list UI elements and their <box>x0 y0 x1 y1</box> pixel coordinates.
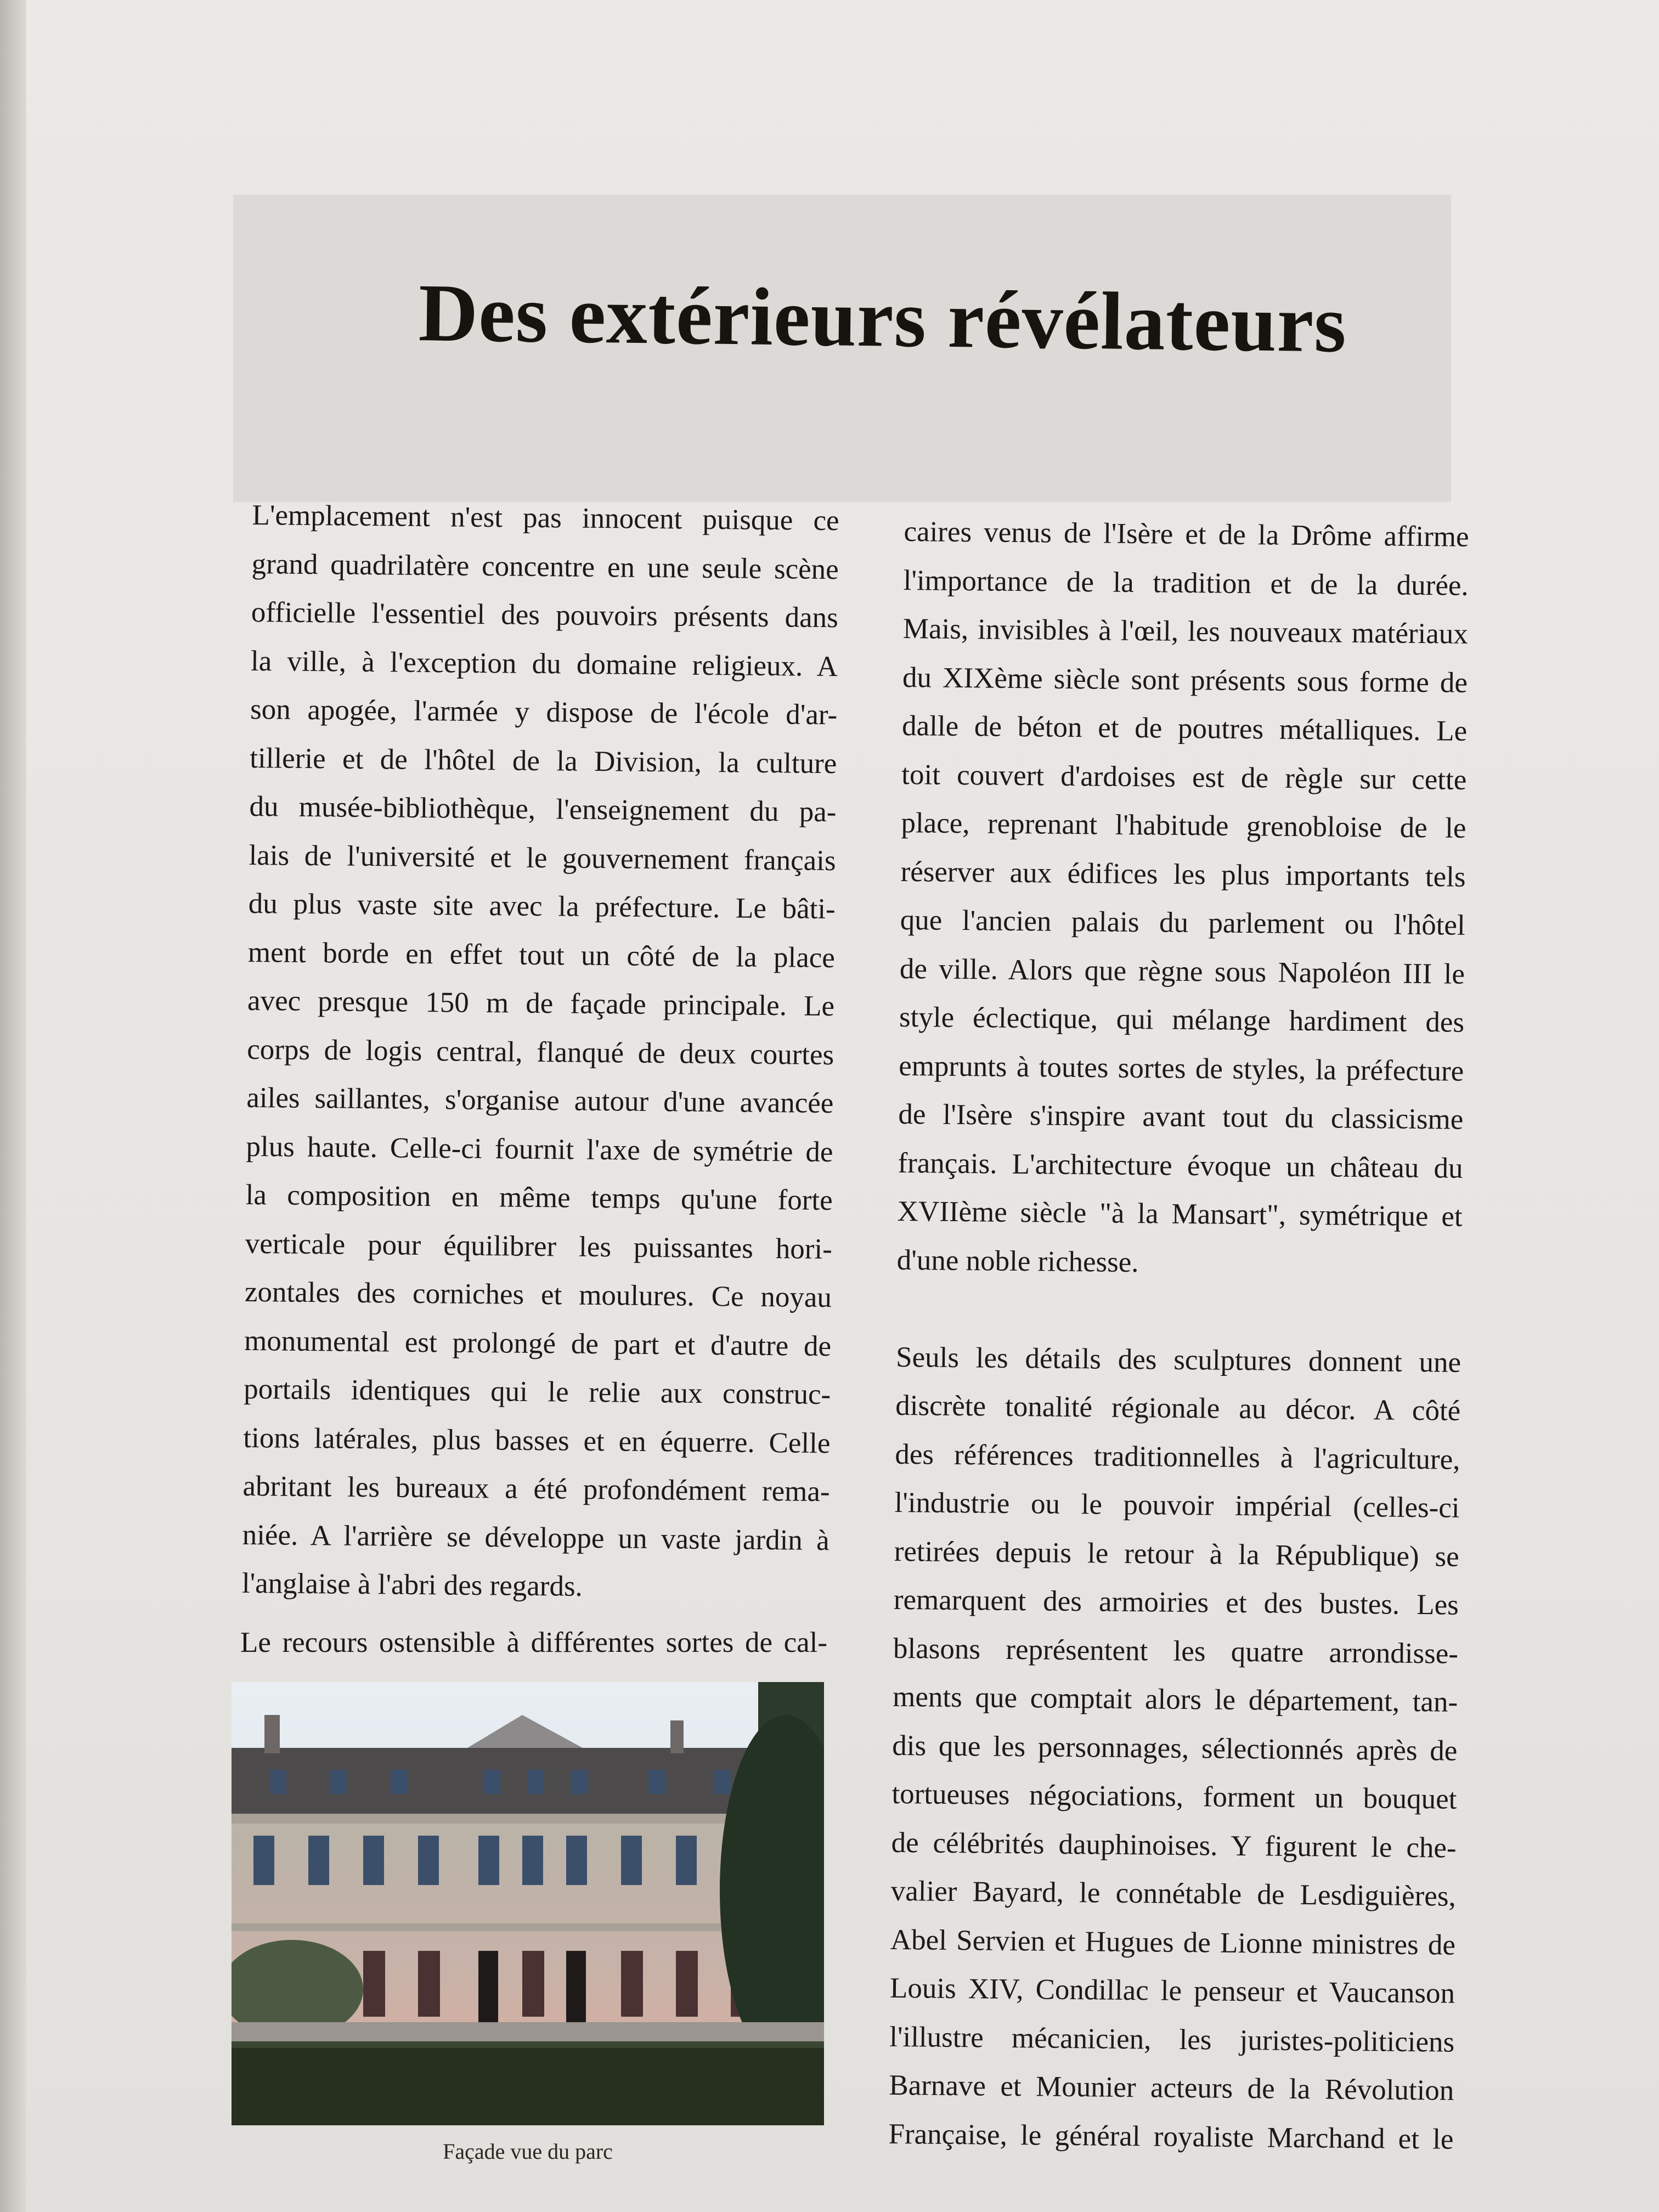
text-line: de célébrités dauphinoises. Y figurent le che- <box>891 1826 1457 1864</box>
text-line: Barnave et Mounier acteurs de la Révolution <box>889 2069 1454 2107</box>
text-line: français. L'architecture évoque un château du <box>898 1147 1463 1184</box>
text-line: Louis XIV, Condillac le penseur et Vaucanson <box>889 1972 1455 2010</box>
text-line: style éclectique, qui mélange hardiment des <box>899 1001 1465 1039</box>
text-line: XVIIème siècle "à la Mansart", symétrique et <box>897 1195 1463 1233</box>
text-line: portails identiques qui le relie aux construc- <box>244 1373 831 1411</box>
text-line: emprunts à toutes sortes de styles, la préfecture <box>898 1049 1464 1087</box>
text-line: toit couvert d'ardoises est de règle sur cette <box>901 758 1467 796</box>
text-column-left-tail <box>240 1618 827 1667</box>
text-line: Française, le général royaliste Marchand et le <box>888 2118 1454 2155</box>
text-line: monumental est prolongé de part et d'autre de <box>244 1324 832 1362</box>
text-column-right <box>888 507 1469 2164</box>
text-line: que l'ancien palais du parlement ou l'hôtel <box>900 904 1466 941</box>
text-line: Abel Servien et Hugues de Lionne ministres de <box>890 1923 1456 1961</box>
text-column-left <box>241 491 839 1613</box>
text-line: ments que comptait alors le département, tan- <box>892 1680 1458 1718</box>
facade-photo <box>232 1682 824 2125</box>
text-line: valier Bayard, le connétable de Lesdiguières, <box>890 1875 1457 1912</box>
text-line: tillerie et de l'hôtel de la Division, la culture <box>250 742 837 780</box>
text-line: Le recours ostensible à différentes sortes de cal- <box>240 1627 827 1658</box>
text-line: place, reprenant l'habitude grenobloise de le <box>901 806 1466 844</box>
text-line: remarquent des armoiries et des bustes. Les <box>893 1583 1459 1621</box>
text-line: Mais, invisibles à l'œil, les nouveaux matériaux <box>902 612 1469 650</box>
text-line: Seuls les détails des sculptures donnent une <box>895 1341 1462 1379</box>
text-line: l'importance de la tradition et de la durée. <box>903 564 1469 602</box>
text-line: L'emplacement n'est pas innocent puisque ce <box>252 499 839 537</box>
text-line: grand quadrilatère concentre en une seule scène <box>251 548 839 585</box>
text-line: du XIXème siècle sont présents sous forme de <box>902 661 1468 699</box>
text-line: officielle l'essentiel des pouvoirs présents dans <box>251 596 839 634</box>
text-line: son apogée, l'armée y dispose de l'école d'ar- <box>250 693 838 731</box>
photo-caption: Façade vue du parc <box>443 2139 613 2164</box>
text-line: lais de l'université et le gouvernement français <box>249 839 836 877</box>
text-line: du musée-bibliothèque, l'enseignement du pa- <box>249 790 837 828</box>
text-line: l'industrie ou le pouvoir impérial (celles-ci <box>894 1486 1460 1524</box>
text-line: dis que les personnages, sélectionnés après de <box>892 1729 1458 1767</box>
text-line: corps de logis central, flanqué de deux courtes <box>246 1033 834 1071</box>
text-line: dalle de béton et de poutres métalliques. Le <box>901 709 1468 747</box>
text-line: d'une noble richesse. <box>896 1244 1139 1278</box>
text-line: réserver aux édifices les plus importants tels <box>900 855 1466 893</box>
text-line: zontales des corniches et moulures. Ce noyau <box>244 1276 832 1314</box>
text-line: plus haute. Celle-ci fournit l'axe de symétrie de <box>246 1130 833 1168</box>
page-title: Des extérieurs révélateurs <box>417 267 1347 370</box>
text-line: tions latérales, plus basses et en équerre. Celle <box>243 1421 831 1459</box>
text-line: de l'Isère s'inspire avant tout du classicisme <box>898 1098 1464 1136</box>
text-line: niée. A l'arrière se développe un vaste jardin à <box>242 1519 830 1556</box>
page-edge <box>0 0 26 2212</box>
text-line: du plus vaste site avec la préfecture. Le bâti- <box>248 887 836 926</box>
text-line: des références traditionnelles à l'agriculture, <box>895 1438 1460 1476</box>
text-line: la composition en même temps qu'une forte <box>245 1178 833 1217</box>
text-line: caires venus de l'Isère et de la Drôme affirme <box>904 515 1469 553</box>
text-line: la ville, à l'exception du domaine religieux. A <box>250 645 838 682</box>
text-line: ment borde en effet tout un côté de la place <box>247 936 836 974</box>
text-line: l'illustre mécanicien, les juristes-politiciens <box>889 2021 1455 2058</box>
chateau-facade-illustration <box>232 1682 824 2125</box>
text-line: retirées depuis le retour à la République) se <box>894 1535 1459 1573</box>
text-line: abritant les bureaux a été profondément rema- <box>242 1470 830 1508</box>
text-line: verticale pour équilibrer les puissantes hori- <box>245 1227 833 1265</box>
text-line: de ville. Alors que règne sous Napoléon III le <box>899 952 1465 990</box>
text-line: l'anglaise à l'abri des regards. <box>241 1567 583 1602</box>
text-line: tortueuses négociations, forment un bouquet <box>891 1778 1457 1815</box>
text-line: discrète tonalité régionale au décor. A côté <box>895 1389 1461 1427</box>
text-line: ailes saillantes, s'organise autour d'une avancée <box>246 1081 834 1120</box>
text-line: avec presque 150 m de façade principale. Le <box>247 984 835 1023</box>
text-line: blasons représentent les quatre arrondisse- <box>893 1632 1459 1670</box>
paragraph-gap <box>896 1284 1462 1338</box>
